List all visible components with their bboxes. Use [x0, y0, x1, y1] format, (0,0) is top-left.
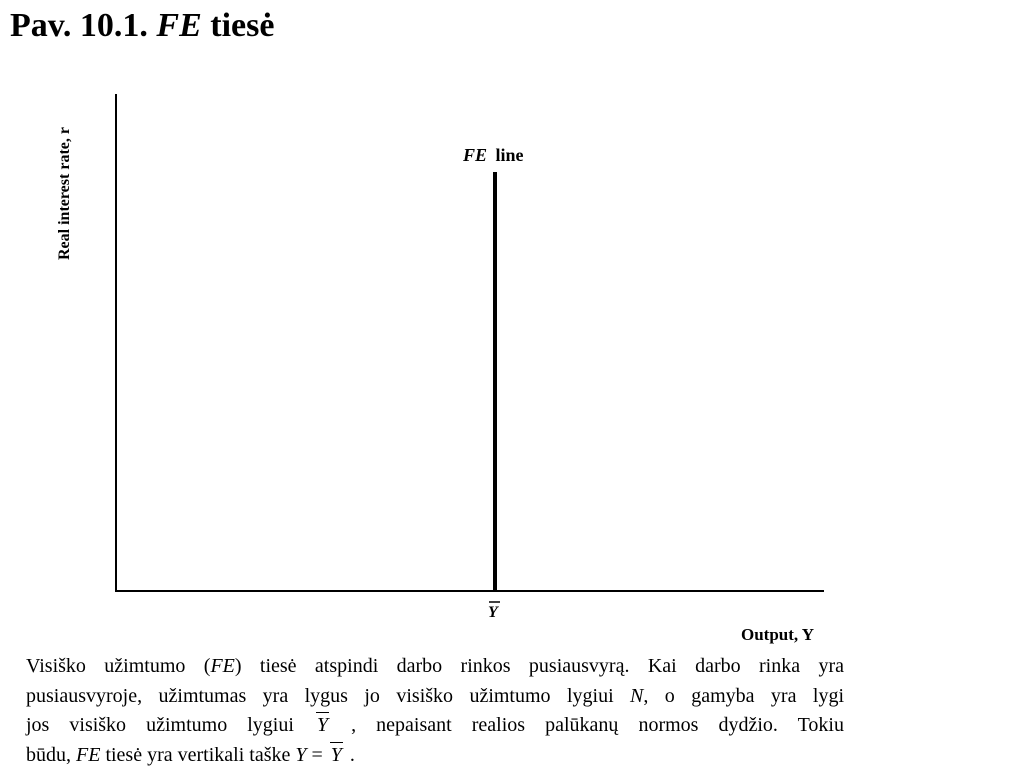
caption-line-1: Visiško užimtumo (FE) tiesė atspindi darbo rinkos pusiausvyrą. Kai darbo rinka yra [26, 652, 844, 682]
caption-line-3-b: , nepaisant realios palūkanų normos dydžio. Tokiu [351, 714, 844, 736]
y-axis-label: Real interest rate, r [56, 127, 73, 260]
caption-line-3-a: jos visiško užimtumo lygiui [26, 714, 294, 736]
caption-line-3 [26, 711, 844, 741]
title-italic: FE [156, 7, 201, 44]
caption [26, 652, 844, 770]
title-suffix: tiesė [210, 7, 274, 44]
fe-line-label [462, 145, 524, 165]
caption-line-2: pusiausvyroje, užimtumas yra lygus jo visiško užimtumo lygiui N, o gamyba yra lygi [26, 682, 844, 712]
fe-line-label-rest: line [496, 145, 524, 165]
fe-line-label-italic: FE [462, 145, 487, 165]
caption-ybar-2: Y [328, 741, 345, 770]
title-prefix: Pav. 10.1. [10, 7, 148, 44]
caption-line-4 [26, 741, 844, 770]
x-tick-label: Y [488, 604, 499, 621]
caption-ybar-1: Y [314, 711, 331, 741]
caption-line-4-a: būdu, FE tiesė yra vertikali taške Y = [26, 744, 323, 766]
caption-line-4-b: . [350, 744, 355, 766]
x-axis-label: Output, Y [741, 625, 814, 644]
